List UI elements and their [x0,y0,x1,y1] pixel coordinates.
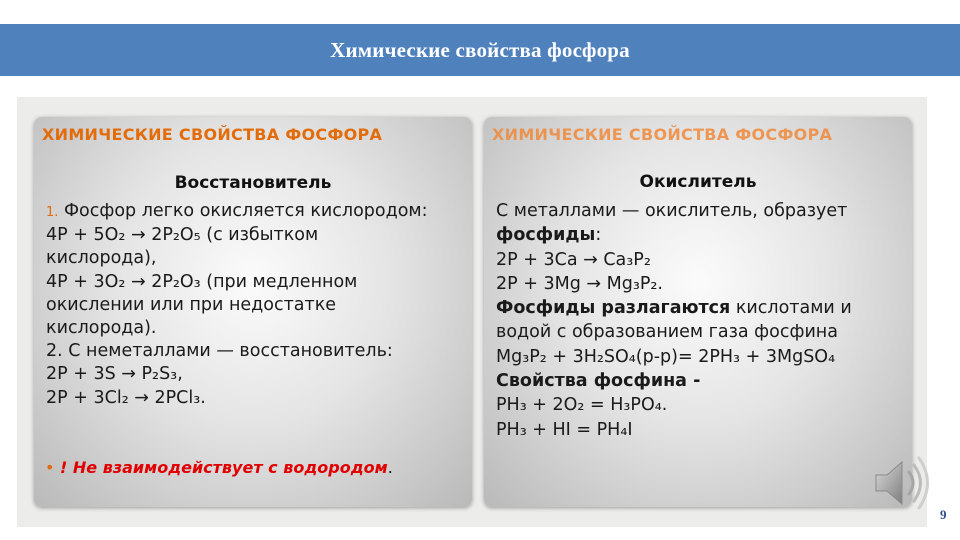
equation-3: 2P + 3S → P₂S₃, [46,364,183,385]
item-1 [46,200,466,224]
role-title: Восстановитель [174,173,332,193]
reducer-panel [34,117,472,507]
line-end: : [595,225,602,246]
role-title: Окислитель [639,172,757,192]
content-image [17,97,927,527]
text-line-4: водой с образованием газа фосфина [496,322,838,343]
warning-text: ! Не взаимодействует с водородом [54,458,388,477]
equation-2: 2P + 3Mg → Mg₃P₂. [496,273,663,294]
equation-1-cont: кислорода), [46,248,157,269]
text-line-1: С металлами — окислитель, образует [496,201,848,221]
item-2: 2. С неметаллами — восстановитель: [46,341,393,362]
bold-term: фосфиды [496,225,596,246]
equation-2: 4P + 3O₂ → 2P₂O₃ (при медленном [46,271,358,292]
equation-5: PH₃ + HI = PH₄I [496,419,633,440]
bold-term: Фосфиды разлагаются [496,298,731,319]
warning-note [45,458,393,477]
equation-4: PH₃ + 2O₂ = H₃PO₄. [496,395,668,416]
item-number: 1. [46,205,59,220]
equation-1: 4P + 5O₂ → 2P₂O₅ (с избытком [46,225,319,246]
slide-title: Химические свойства фосфора [330,37,630,62]
text-line-5: Свойства фосфина - [496,371,701,392]
equation-3: Mg₃P₂ + 3H₂SO₄(р-р)= 2PH₃ + 3MgSO₄ [496,346,836,367]
panel-heading: ХИМИЧЕСКИЕ СВОЙСТВА ФОСФОРА [492,125,833,144]
page-number: 9 [940,507,947,522]
text-line-2 [496,223,906,247]
line-end: кислотами и [730,298,852,319]
bullet: • [45,458,55,477]
warning-end: . [387,458,393,477]
title-banner [0,24,960,76]
equation-2-cont-1: окислении или при недостатке [46,294,337,315]
equation-4: 2P + 3Cl₂ → 2PCl₃. [46,387,206,408]
panel-content [46,200,466,410]
oxidizer-panel [484,117,912,507]
panel-heading: ХИМИЧЕСКИЕ СВОЙСТВА ФОСФОРА [42,125,383,144]
text-line-3 [496,296,906,320]
equation-2-cont-2: кислорода). [46,318,157,339]
panel-content [496,199,906,442]
item-text: Фосфор легко окисляется кислородом: [58,201,428,221]
speaker-icon[interactable] [870,448,940,518]
equation-1: 2P + 3Ca → Ca₃P₂ [496,249,651,270]
